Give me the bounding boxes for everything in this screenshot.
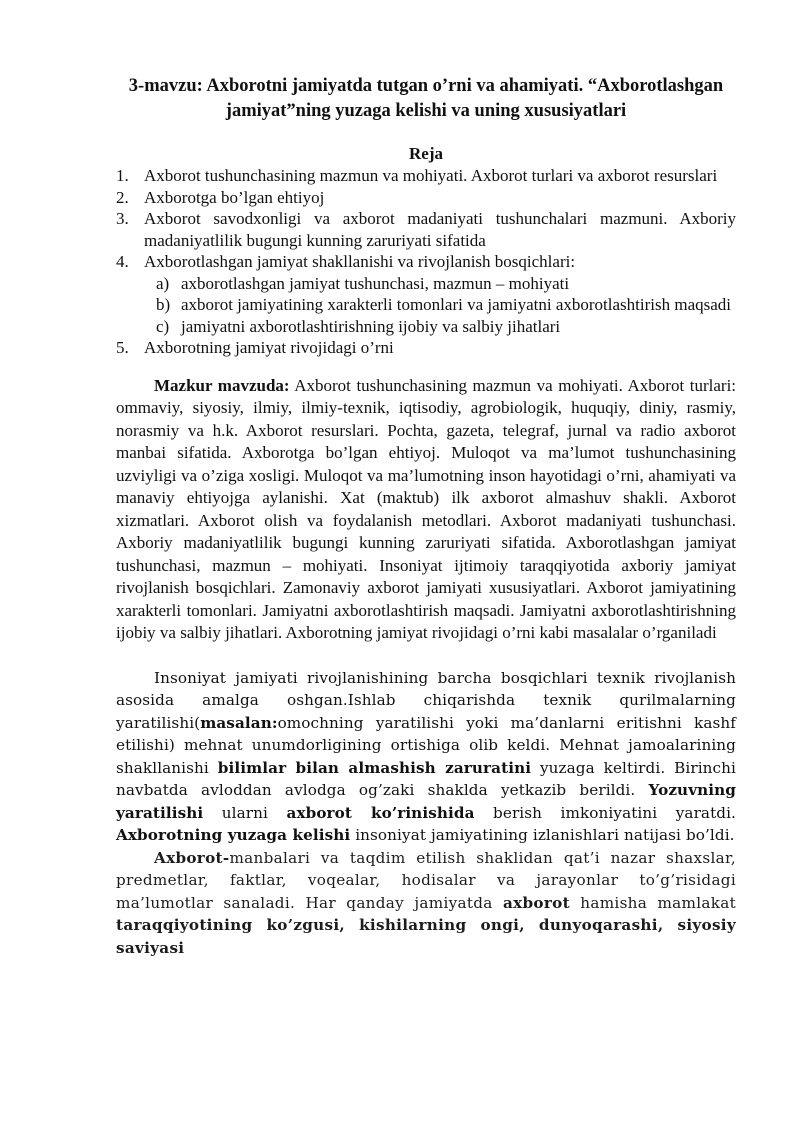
paragraph-text: berish imkoniyatini yaratdi.	[474, 803, 736, 822]
definition-paragraph	[116, 847, 736, 960]
plan-subitem-letter: c)	[156, 316, 170, 336]
bold-term: masalan:	[200, 713, 278, 732]
paragraph-text: ularni	[203, 803, 287, 822]
body-paragraph	[116, 667, 736, 847]
plan-subitem-letter: b)	[156, 295, 171, 314]
plan-item-text: Axborotga bo’lgan ehtiyoj	[144, 187, 325, 207]
plan-heading: Reja	[409, 144, 443, 163]
document-page	[116, 74, 736, 959]
bold-term: axborot ko’rinishida	[286, 803, 475, 822]
plan-item-number: 3.	[116, 209, 129, 228]
summary-lead: Mazkur mavzuda:	[154, 375, 290, 395]
paragraph-text: omochning yaratilishi yoki ma’danlarni eritishni kashf etilishi) mehnat unumdorligining ortishiga olib keldi. Mehnat jamoalarining shakllanishi	[116, 713, 736, 777]
paragraph-text: insoniyat jamiyatining izlanishlari natijasi bo’ldi.	[350, 826, 735, 844]
plan-item	[116, 165, 736, 187]
plan-item-number: 2.	[116, 187, 129, 207]
plan-item-text: Axborotlashgan jamiyat shakllanishi va rivojlanish bosqichlari:	[144, 252, 576, 271]
plan-item	[116, 337, 736, 359]
plan-subitem	[156, 273, 736, 295]
plan-item-number: 4.	[116, 252, 129, 271]
bold-term: Axborot-	[154, 848, 230, 867]
paragraph-text: yuzaga keltirdi. Birinchi navbatda avloddan avlodga og’zaki shaklda yetkazib berildi.	[116, 758, 736, 799]
plan-subitem-text: axborot jamiyatining xarakterli tomonlari va jamiyatni axborotlashtirish maqsadi	[181, 295, 732, 314]
plan-item	[116, 251, 736, 273]
plan-subitem-letter: a)	[156, 273, 170, 293]
plan-item-number: 1.	[116, 166, 129, 185]
paragraph-text: Insoniyat jamiyati rivojlanishining barcha bosqichlari texnik rivojlanish asosida amalga oshgan.Ishlab chiqarishda texnik qurilmalarning yaratilishi(	[116, 668, 736, 732]
summary-paragraph	[116, 375, 736, 645]
plan-subitem-text: jamiyatni axborotlashtirishning ijobiy va salbiy jihatlari	[181, 316, 561, 336]
plan-item	[116, 187, 736, 209]
plan-item-text: Axborot savodxonligi va axborot madaniyati tushunchalari mazmuni. Axboriy madaniyatlilik bugungi kunning zaruriyati sifatida	[144, 209, 736, 250]
plan-item-number: 5.	[116, 338, 129, 357]
paragraph-text: manbalari va taqdim etilish shaklidan qat’i nazar shaxslar, predmetlar, faktlar, voqealar, hodisalar va jarayonlar to’g’risidagi ma’lumotlar sanaladi. Har qanday jamiyatda	[116, 848, 736, 912]
paragraph-text: hamisha mamlakat	[569, 893, 736, 912]
bold-term: axborot	[503, 893, 570, 912]
summary-text: Axborot tushunchasining mazmun va mohiyati. Axborot turlari: ommaviy, siyosiy, ilmiy, ilmiy-texnik, iqtisodiy, agrobiologik, huquqiy, diniy, rasmiy, norasmiy va h.k. Axborot resurslari. Pochta, gazeta, telegraf, jurnal va radio axborot manbai sifatida. Axborotga bo’lgan ehtiyoj. Muloqot va ma’lumot tushunchasining uzviyligi va o’ziga xosligi. Muloqot va ma’lumotning inson hayotidagi o’rni, ahamiyati va manaviy ehtiyojga aylanishi. Xat (maktub) ilk axborot almashuv shakli. Axborot xizmatlari. Axborot olish va foydalanish metodlari. Axborot madaniyati tushunchasi. Axboriy madaniyatlilik bugungi kunning zaruriyati sifatida. Axborotlashgan jamiyat tushunchasi, mazmun – mohiyati. Insoniyat ijtimoiy taraqqiyotida axboriy jamiyat rivojlanish bosqichlari. Zamonaviy axborot jamiyati xususiyatlari. Axborot jamiyatining xarakterli tomonlari. Jamiyatni axborotlashtirish maqsadi. Jamiyatni axborotlashtirishning ijobiy va salbiy jihatlari. Axborotning jamiyat rivojidagi o’rni kabi masalalar o’rganiladi	[116, 375, 737, 642]
bold-term: taraqqiyotining ko’zgusi, kishilarning ongi, dunyoqarashi, siyosiy saviyasi	[116, 916, 736, 957]
plan-subitem-text: axborotlashgan jamiyat tushunchasi, mazmun – mohiyati	[181, 273, 570, 293]
plan-list	[116, 165, 736, 359]
bold-term: Axborotning yuzaga kelishi	[116, 826, 351, 844]
bold-term: bilimlar bilan almashish zaruratini	[217, 758, 532, 777]
bold-term: Yozuvning yaratilishi	[116, 781, 736, 822]
plan-item-text: Axborot tushunchasining mazmun va mohiyati. Axborot turlari va axborot resurslari	[144, 166, 718, 185]
plan-subitem	[156, 294, 736, 316]
document-title: 3-mavzu: Axborotni jamiyatda tutgan o’rni va ahamiyati. “Axborotlashgan jamiyat”ning yuzaga kelishi va uning xususiyatlari	[128, 76, 724, 121]
plan-item-text: Axborotning jamiyat rivojidagi o’rni	[144, 338, 394, 357]
plan-item	[116, 208, 736, 251]
plan-subitem	[156, 316, 736, 338]
